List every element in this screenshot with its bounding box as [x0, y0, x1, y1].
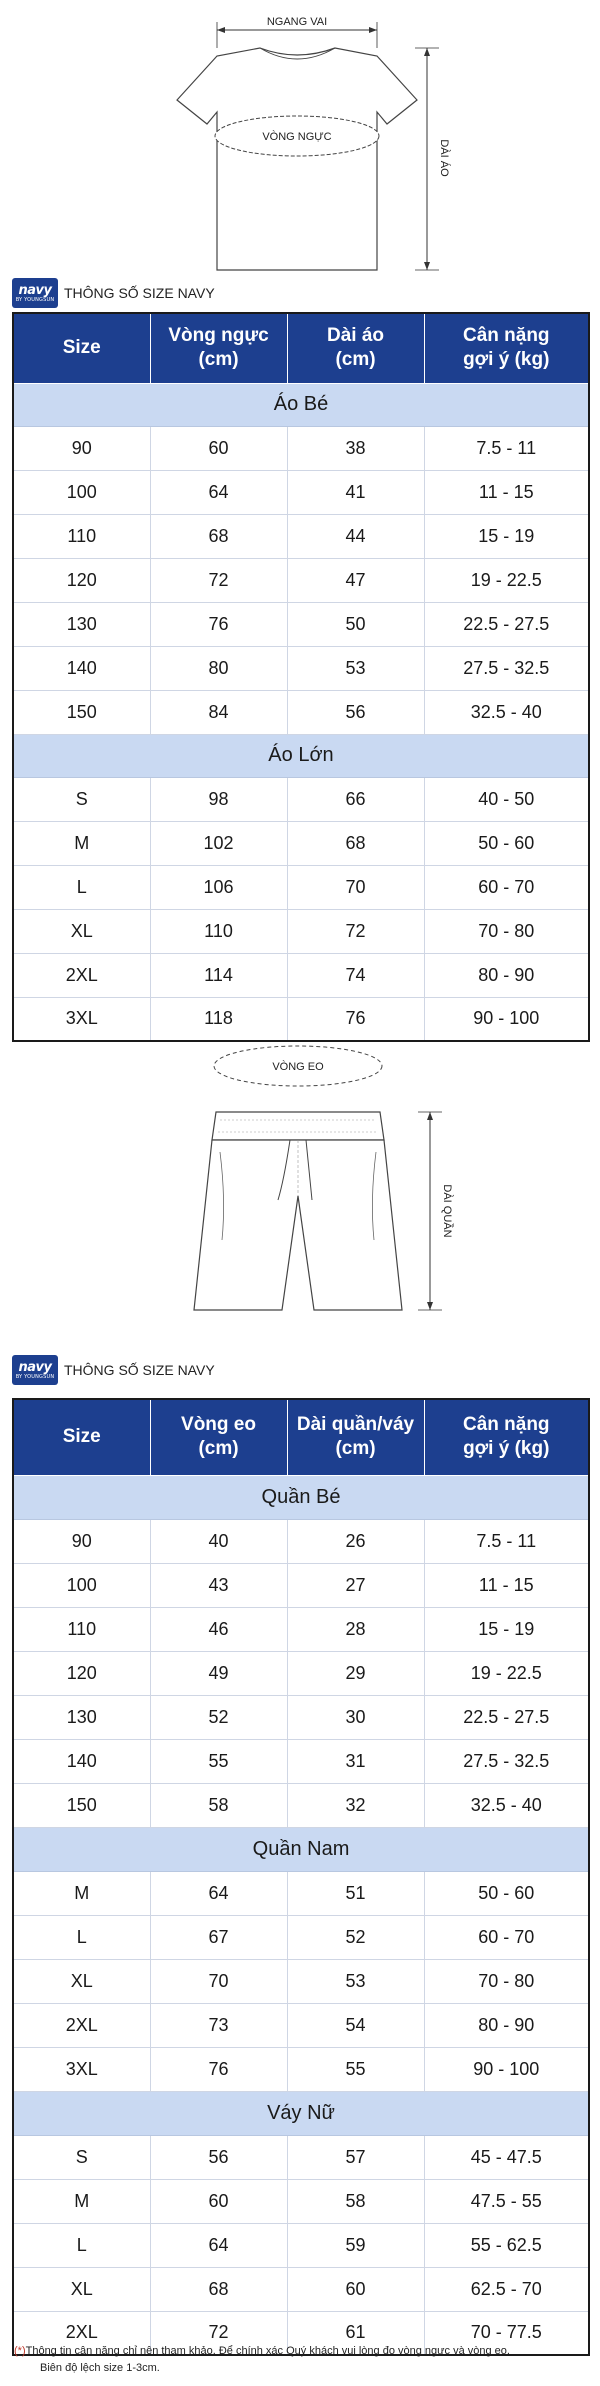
- cell-weight: 50 - 60: [424, 1871, 589, 1915]
- cell-size: 100: [13, 1563, 150, 1607]
- cell-weight: 80 - 90: [424, 2003, 589, 2047]
- cell-measure-2: 50: [287, 602, 424, 646]
- cell-size: 90: [13, 426, 150, 470]
- cell-measure-1: 84: [150, 690, 287, 734]
- cell-measure-2: 31: [287, 1739, 424, 1783]
- cell-weight: 19 - 22.5: [424, 558, 589, 602]
- table-row: [13, 2179, 589, 2223]
- table-group-row: [13, 383, 589, 426]
- col-length: Dài quần/váy (cm): [287, 1399, 424, 1475]
- table-row: [13, 1651, 589, 1695]
- cell-weight: 60 - 70: [424, 1915, 589, 1959]
- cell-weight: 15 - 19: [424, 514, 589, 558]
- cell-measure-2: 51: [287, 1871, 424, 1915]
- shirt-brand-row: [12, 278, 215, 308]
- table-row: [13, 997, 589, 1041]
- cell-size: 120: [13, 1651, 150, 1695]
- table-group-row: [13, 2091, 589, 2135]
- cell-measure-2: 53: [287, 646, 424, 690]
- cell-size: M: [13, 2179, 150, 2223]
- cell-measure-2: 60: [287, 2267, 424, 2311]
- shirt-section-title: THÔNG SỐ SIZE NAVY: [64, 285, 215, 301]
- cell-size: 3XL: [13, 997, 150, 1041]
- cell-measure-1: 46: [150, 1607, 287, 1651]
- table-row: [13, 1519, 589, 1563]
- cell-size: 150: [13, 690, 150, 734]
- cell-size: L: [13, 2223, 150, 2267]
- col-length: Dài áo (cm): [287, 313, 424, 383]
- cell-weight: 40 - 50: [424, 777, 589, 821]
- cell-measure-1: 64: [150, 470, 287, 514]
- cell-weight: 90 - 100: [424, 997, 589, 1041]
- table-row: [13, 1871, 589, 1915]
- table-row: [13, 2003, 589, 2047]
- cell-size: 100: [13, 470, 150, 514]
- table-row: [13, 558, 589, 602]
- pants-size-table: [12, 1398, 590, 2356]
- footnote-line-1: (*)Thông tin cân nặng chỉ nên tham khảo. Để chính xác Quý khách vui lòng đo vòng ngực và vòng eo.: [14, 2345, 510, 2357]
- cell-measure-1: 68: [150, 514, 287, 558]
- pants-diagram: [180, 1040, 480, 1330]
- table-row: [13, 1959, 589, 2003]
- cell-measure-1: 60: [150, 426, 287, 470]
- waist-label: VÒNG EO: [272, 1061, 324, 1073]
- cell-size: 2XL: [13, 2003, 150, 2047]
- pants-section-title: THÔNG SỐ SIZE NAVY: [64, 1362, 215, 1378]
- cell-size: 130: [13, 602, 150, 646]
- cell-size: XL: [13, 909, 150, 953]
- group-label: Quần Bé: [13, 1475, 589, 1519]
- cell-measure-2: 54: [287, 2003, 424, 2047]
- cell-measure-1: 55: [150, 1739, 287, 1783]
- cell-weight: 32.5 - 40: [424, 690, 589, 734]
- cell-measure-1: 49: [150, 1651, 287, 1695]
- table-row: [13, 1563, 589, 1607]
- table-row: [13, 602, 589, 646]
- cell-measure-2: 41: [287, 470, 424, 514]
- cell-measure-1: 64: [150, 2223, 287, 2267]
- cell-measure-1: 64: [150, 1871, 287, 1915]
- cell-measure-2: 47: [287, 558, 424, 602]
- table-row: [13, 2267, 589, 2311]
- cell-measure-1: 43: [150, 1563, 287, 1607]
- table-row: [13, 1915, 589, 1959]
- cell-weight: 22.5 - 27.5: [424, 602, 589, 646]
- shirt-diagram: [155, 8, 455, 288]
- table-group-row: [13, 1475, 589, 1519]
- cell-weight: 19 - 22.5: [424, 1651, 589, 1695]
- table-row: [13, 470, 589, 514]
- table-row: [13, 690, 589, 734]
- table-row: [13, 1739, 589, 1783]
- cell-measure-1: 118: [150, 997, 287, 1041]
- cell-measure-1: 70: [150, 1959, 287, 2003]
- chest-label: VÒNG NGỰC: [262, 131, 332, 143]
- group-label: Quần Nam: [13, 1827, 589, 1871]
- cell-measure-1: 98: [150, 777, 287, 821]
- cell-size: XL: [13, 2267, 150, 2311]
- cell-measure-2: 70: [287, 865, 424, 909]
- shirt-size-table: [12, 312, 590, 1042]
- table-row: [13, 514, 589, 558]
- cell-weight: 27.5 - 32.5: [424, 646, 589, 690]
- cell-size: 110: [13, 1607, 150, 1651]
- col-waist: Vòng eo (cm): [150, 1399, 287, 1475]
- col-weight: Cân nặng gợi ý (kg): [424, 313, 589, 383]
- cell-measure-1: 40: [150, 1519, 287, 1563]
- shirt-length-label: DÀI ÁO: [438, 139, 450, 177]
- pants-length-label: DÀI QUẦN: [441, 1184, 453, 1238]
- table-row: [13, 2135, 589, 2179]
- cell-measure-2: 28: [287, 1607, 424, 1651]
- col-size: Size: [13, 313, 150, 383]
- cell-measure-1: 102: [150, 821, 287, 865]
- cell-measure-1: 73: [150, 2003, 287, 2047]
- table-row: [13, 1607, 589, 1651]
- cell-measure-2: 72: [287, 909, 424, 953]
- col-weight: Cân nặng gợi ý (kg): [424, 1399, 589, 1475]
- cell-measure-2: 53: [287, 1959, 424, 2003]
- cell-weight: 27.5 - 32.5: [424, 1739, 589, 1783]
- cell-weight: 70 - 80: [424, 909, 589, 953]
- cell-size: 120: [13, 558, 150, 602]
- cell-size: M: [13, 821, 150, 865]
- cell-weight: 80 - 90: [424, 953, 589, 997]
- cell-measure-1: 68: [150, 2267, 287, 2311]
- col-size: Size: [13, 1399, 150, 1475]
- cell-measure-2: 52: [287, 1915, 424, 1959]
- cell-weight: 32.5 - 40: [424, 1783, 589, 1827]
- group-label: Áo Bé: [13, 383, 589, 426]
- cell-measure-2: 66: [287, 777, 424, 821]
- table-row: [13, 953, 589, 997]
- cell-measure-2: 27: [287, 1563, 424, 1607]
- cell-size: L: [13, 865, 150, 909]
- cell-weight: 15 - 19: [424, 1607, 589, 1651]
- cell-weight: 90 - 100: [424, 2047, 589, 2091]
- cell-measure-2: 32: [287, 1783, 424, 1827]
- cell-size: 2XL: [13, 2311, 150, 2355]
- table-row: [13, 2223, 589, 2267]
- group-label: Váy Nữ: [13, 2091, 589, 2135]
- cell-weight: 11 - 15: [424, 1563, 589, 1607]
- cell-weight: 7.5 - 11: [424, 426, 589, 470]
- cell-measure-1: 106: [150, 865, 287, 909]
- cell-measure-2: 29: [287, 1651, 424, 1695]
- pants-brand-row: [12, 1355, 215, 1385]
- cell-measure-2: 61: [287, 2311, 424, 2355]
- cell-measure-1: 80: [150, 646, 287, 690]
- cell-weight: 60 - 70: [424, 865, 589, 909]
- table-row: [13, 2047, 589, 2091]
- cell-measure-1: 67: [150, 1915, 287, 1959]
- cell-measure-1: 58: [150, 1783, 287, 1827]
- cell-measure-1: 60: [150, 2179, 287, 2223]
- cell-measure-2: 55: [287, 2047, 424, 2091]
- cell-weight: 22.5 - 27.5: [424, 1695, 589, 1739]
- cell-measure-2: 26: [287, 1519, 424, 1563]
- cell-size: 110: [13, 514, 150, 558]
- cell-measure-2: 59: [287, 2223, 424, 2267]
- cell-size: 3XL: [13, 2047, 150, 2091]
- cell-weight: 55 - 62.5: [424, 2223, 589, 2267]
- cell-size: 2XL: [13, 953, 150, 997]
- cell-measure-1: 110: [150, 909, 287, 953]
- cell-measure-2: 38: [287, 426, 424, 470]
- table-row: [13, 821, 589, 865]
- cell-measure-1: 76: [150, 602, 287, 646]
- table-row: [13, 426, 589, 470]
- cell-size: M: [13, 1871, 150, 1915]
- cell-size: 140: [13, 646, 150, 690]
- cell-measure-2: 76: [287, 997, 424, 1041]
- table-row: [13, 1783, 589, 1827]
- cell-size: XL: [13, 1959, 150, 2003]
- table-group-row: [13, 1827, 589, 1871]
- brand-logo: navy BY YOUNGSUN: [12, 1355, 58, 1385]
- cell-weight: 47.5 - 55: [424, 2179, 589, 2223]
- cell-measure-2: 74: [287, 953, 424, 997]
- cell-weight: 11 - 15: [424, 470, 589, 514]
- cell-measure-2: 30: [287, 1695, 424, 1739]
- cell-size: 140: [13, 1739, 150, 1783]
- cell-measure-2: 68: [287, 821, 424, 865]
- cell-size: 90: [13, 1519, 150, 1563]
- table-row: [13, 777, 589, 821]
- cell-measure-2: 58: [287, 2179, 424, 2223]
- cell-size: S: [13, 777, 150, 821]
- cell-weight: 62.5 - 70: [424, 2267, 589, 2311]
- footnote: [14, 2343, 594, 2377]
- cell-measure-1: 114: [150, 953, 287, 997]
- cell-size: 130: [13, 1695, 150, 1739]
- group-label: Áo Lớn: [13, 734, 589, 777]
- cell-measure-1: 72: [150, 2311, 287, 2355]
- cell-weight: 70 - 80: [424, 1959, 589, 2003]
- cell-size: 150: [13, 1783, 150, 1827]
- cell-measure-1: 76: [150, 2047, 287, 2091]
- cell-weight: 50 - 60: [424, 821, 589, 865]
- cell-measure-1: 56: [150, 2135, 287, 2179]
- cell-size: S: [13, 2135, 150, 2179]
- cell-weight: 45 - 47.5: [424, 2135, 589, 2179]
- footnote-line-2: Biên độ lệch size 1-3cm.: [40, 2362, 160, 2374]
- cell-measure-2: 44: [287, 514, 424, 558]
- cell-measure-2: 57: [287, 2135, 424, 2179]
- cell-weight: 7.5 - 11: [424, 1519, 589, 1563]
- table-row: [13, 865, 589, 909]
- cell-measure-2: 56: [287, 690, 424, 734]
- col-chest: Vòng ngực (cm): [150, 313, 287, 383]
- table-row: [13, 646, 589, 690]
- table-group-row: [13, 734, 589, 777]
- cell-weight: 70 - 77.5: [424, 2311, 589, 2355]
- cell-measure-1: 52: [150, 1695, 287, 1739]
- brand-logo: navy BY YOUNGSUN: [12, 278, 58, 308]
- cell-size: L: [13, 1915, 150, 1959]
- table-row: [13, 1695, 589, 1739]
- table-row: [13, 909, 589, 953]
- shoulder-label: NGANG VAI: [266, 16, 328, 28]
- cell-measure-1: 72: [150, 558, 287, 602]
